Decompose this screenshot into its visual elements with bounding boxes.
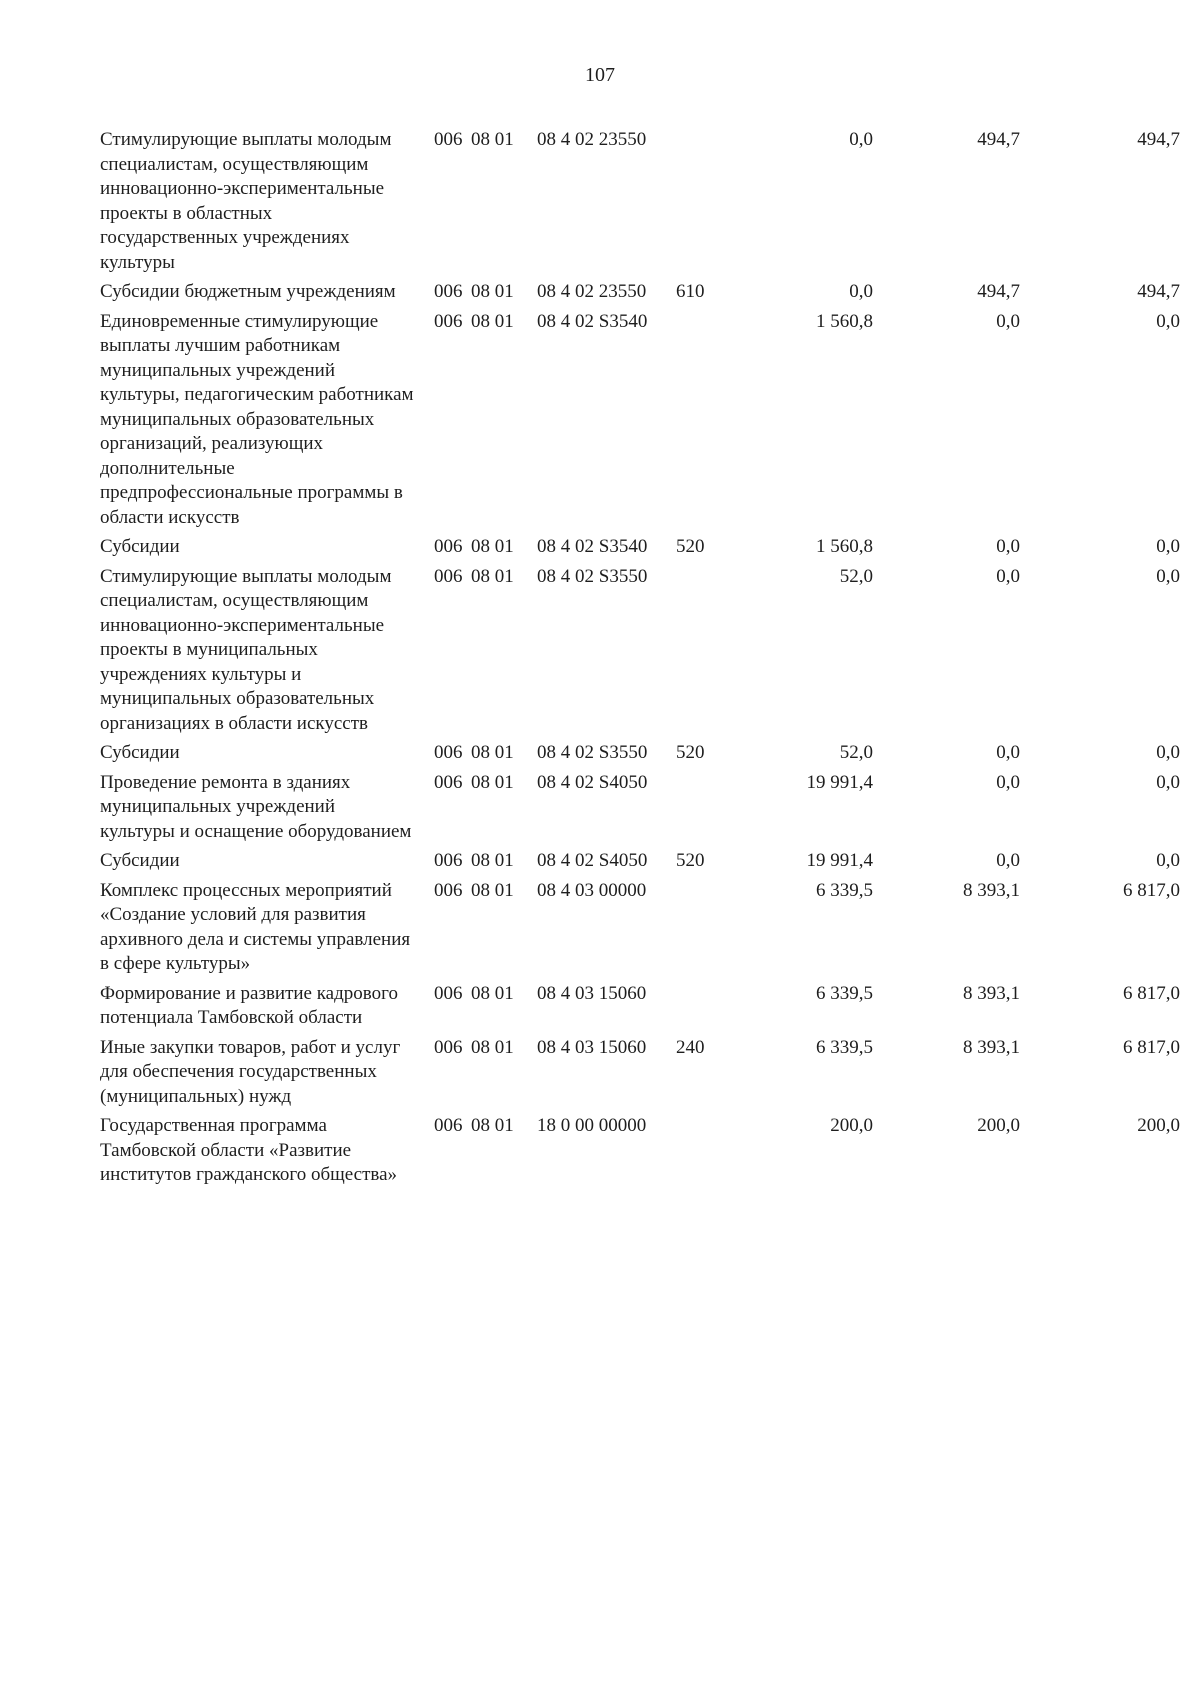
row-amount-year-3: 0,0	[1156, 850, 1180, 871]
row-expense-code	[670, 310, 715, 536]
row-target-code: 08 4 02 23550	[537, 129, 647, 150]
row-amount-year-2: 0,0	[996, 742, 1020, 763]
table-row	[100, 535, 1180, 565]
row-expense-code	[670, 128, 715, 280]
row-target-code: 08 4 03 15060	[537, 982, 647, 1004]
row-section-code: 08 01	[471, 536, 514, 557]
row-expense-code	[670, 982, 715, 1036]
row-expense-code	[670, 879, 715, 982]
table-row	[100, 280, 1180, 310]
row-amount-year-1: 0,0	[849, 281, 873, 302]
row-amount-year-2: 494,7	[977, 281, 1020, 302]
row-grbs-code: 006	[434, 850, 463, 871]
row-name: Субсидии	[100, 536, 180, 557]
row-section-code: 08 01	[471, 1115, 514, 1136]
row-amount-year-2: 8 393,1	[963, 982, 1020, 1004]
row-section-code: 08 01	[471, 565, 514, 587]
row-amount-year-3: 0,0	[1156, 742, 1180, 763]
row-expense-code: 520	[676, 536, 705, 557]
table-row	[100, 849, 1180, 879]
row-grbs-code: 006	[434, 129, 463, 150]
row-amount-year-2: 0,0	[996, 310, 1020, 332]
table-row	[100, 128, 1180, 280]
row-name: Комплекс процессных мероприятий «Создание условий для развития архивного дела и системы управления в сфере культуры»	[100, 879, 411, 974]
row-amount-year-1: 6 339,5	[816, 879, 873, 901]
row-amount-year-3: 0,0	[1156, 310, 1180, 332]
row-name: Иные закупки товаров, работ и услуг для обеспечения государственных (муниципальных) нужд	[100, 1036, 401, 1107]
row-target-code: 18 0 00 00000	[537, 1115, 647, 1136]
row-expense-code: 520	[676, 850, 705, 871]
row-target-code: 08 4 03 15060	[537, 1036, 647, 1058]
row-amount-year-1: 6 339,5	[816, 1036, 873, 1058]
row-amount-year-3: 0,0	[1156, 771, 1180, 793]
row-expense-code	[670, 565, 715, 742]
row-grbs-code: 006	[434, 1115, 463, 1136]
row-grbs-code: 006	[434, 771, 463, 793]
row-name: Формирование и развитие кадрового потенциала Тамбовской области	[100, 982, 398, 1028]
row-amount-year-2: 0,0	[996, 565, 1020, 587]
row-target-code: 08 4 02 S3540	[537, 536, 648, 557]
table-row	[100, 565, 1180, 742]
table-row	[100, 982, 1180, 1036]
row-grbs-code: 006	[434, 536, 463, 557]
row-section-code: 08 01	[471, 850, 514, 871]
row-grbs-code: 006	[434, 879, 463, 901]
row-name: Проведение ремонта в зданиях муниципальных учреждений культуры и оснащение оборудованием	[100, 771, 412, 842]
row-amount-year-2: 0,0	[996, 850, 1020, 871]
row-section-code: 08 01	[471, 982, 514, 1004]
table-row	[100, 310, 1180, 536]
row-amount-year-3: 200,0	[1137, 1115, 1180, 1136]
row-section-code: 08 01	[471, 310, 514, 332]
page-number: 107	[585, 64, 615, 86]
table-row	[100, 1114, 1180, 1193]
row-target-code: 08 4 03 00000	[537, 879, 647, 901]
row-amount-year-2: 0,0	[996, 536, 1020, 557]
row-amount-year-3: 6 817,0	[1123, 982, 1180, 1004]
row-amount-year-1: 6 339,5	[816, 982, 873, 1004]
row-grbs-code: 006	[434, 281, 463, 302]
row-amount-year-3: 0,0	[1156, 536, 1180, 557]
row-amount-year-2: 8 393,1	[963, 879, 1020, 901]
row-grbs-code: 006	[434, 565, 463, 587]
row-name: Субсидии	[100, 850, 180, 871]
row-amount-year-3: 494,7	[1137, 281, 1180, 302]
row-amount-year-1: 52,0	[839, 742, 873, 763]
row-amount-year-2: 0,0	[996, 771, 1020, 793]
row-amount-year-1: 19 991,4	[806, 850, 873, 871]
row-grbs-code: 006	[434, 742, 463, 763]
row-name: Единовременные стимулирующие выплаты лучшим работникам муниципальных учреждений культуры, педагогическим работникам муниципальных образовательных организаций, реализующих дополнительные предпрофессиональные программы в области искусств	[100, 310, 414, 528]
row-target-code: 08 4 02 S3540	[537, 310, 648, 332]
table-row	[100, 879, 1180, 982]
row-name: Стимулирующие выплаты молодым специалистам, осуществляющим инновационно-экспериментальные проекты в областных государственных учреждениях культуры	[100, 129, 392, 273]
row-section-code: 08 01	[471, 879, 514, 901]
row-amount-year-2: 200,0	[977, 1115, 1020, 1136]
row-amount-year-2: 494,7	[977, 129, 1020, 150]
row-amount-year-1: 52,0	[839, 565, 873, 587]
table-row	[100, 741, 1180, 771]
row-amount-year-1: 200,0	[830, 1115, 873, 1136]
table-row	[100, 771, 1180, 850]
row-expense-code: 610	[676, 281, 705, 302]
row-amount-year-1: 1 560,8	[816, 536, 873, 557]
row-amount-year-3: 6 817,0	[1123, 879, 1180, 901]
row-target-code: 08 4 02 23550	[537, 281, 647, 302]
row-amount-year-3: 0,0	[1156, 565, 1180, 587]
row-section-code: 08 01	[471, 129, 514, 150]
row-amount-year-3: 6 817,0	[1123, 1036, 1180, 1058]
table-body	[100, 128, 1180, 1193]
row-amount-year-1: 0,0	[849, 129, 873, 150]
row-target-code: 08 4 02 S3550	[537, 742, 648, 763]
row-grbs-code: 006	[434, 1036, 463, 1058]
row-grbs-code: 006	[434, 982, 463, 1004]
table-row	[100, 1036, 1180, 1115]
row-amount-year-1: 1 560,8	[816, 310, 873, 332]
row-expense-code: 520	[676, 742, 705, 763]
row-target-code: 08 4 02 S4050	[537, 771, 648, 793]
row-expense-code	[670, 771, 715, 850]
row-name: Субсидии бюджетным учреждениям	[100, 281, 396, 302]
row-name: Стимулирующие выплаты молодым специалистам, осуществляющим инновационно-экспериментальные проекты в муниципальных учреждениях культуры и муниципальных образовательных организациях в области искусств	[100, 565, 392, 734]
budget-table	[100, 128, 1180, 1193]
row-section-code: 08 01	[471, 742, 514, 763]
row-expense-code: 240	[676, 1036, 705, 1058]
row-amount-year-2: 8 393,1	[963, 1036, 1020, 1058]
row-name: Государственная программа Тамбовской области «Развитие институтов гражданского общества»	[100, 1115, 398, 1185]
row-amount-year-3: 494,7	[1137, 129, 1180, 150]
row-target-code: 08 4 02 S4050	[537, 850, 648, 871]
row-section-code: 08 01	[471, 1036, 514, 1058]
row-name: Субсидии	[100, 742, 180, 763]
row-expense-code	[670, 1114, 715, 1193]
row-section-code: 08 01	[471, 771, 514, 793]
row-grbs-code: 006	[434, 310, 463, 332]
row-section-code: 08 01	[471, 281, 514, 302]
row-target-code: 08 4 02 S3550	[537, 565, 648, 587]
row-amount-year-1: 19 991,4	[806, 771, 873, 793]
